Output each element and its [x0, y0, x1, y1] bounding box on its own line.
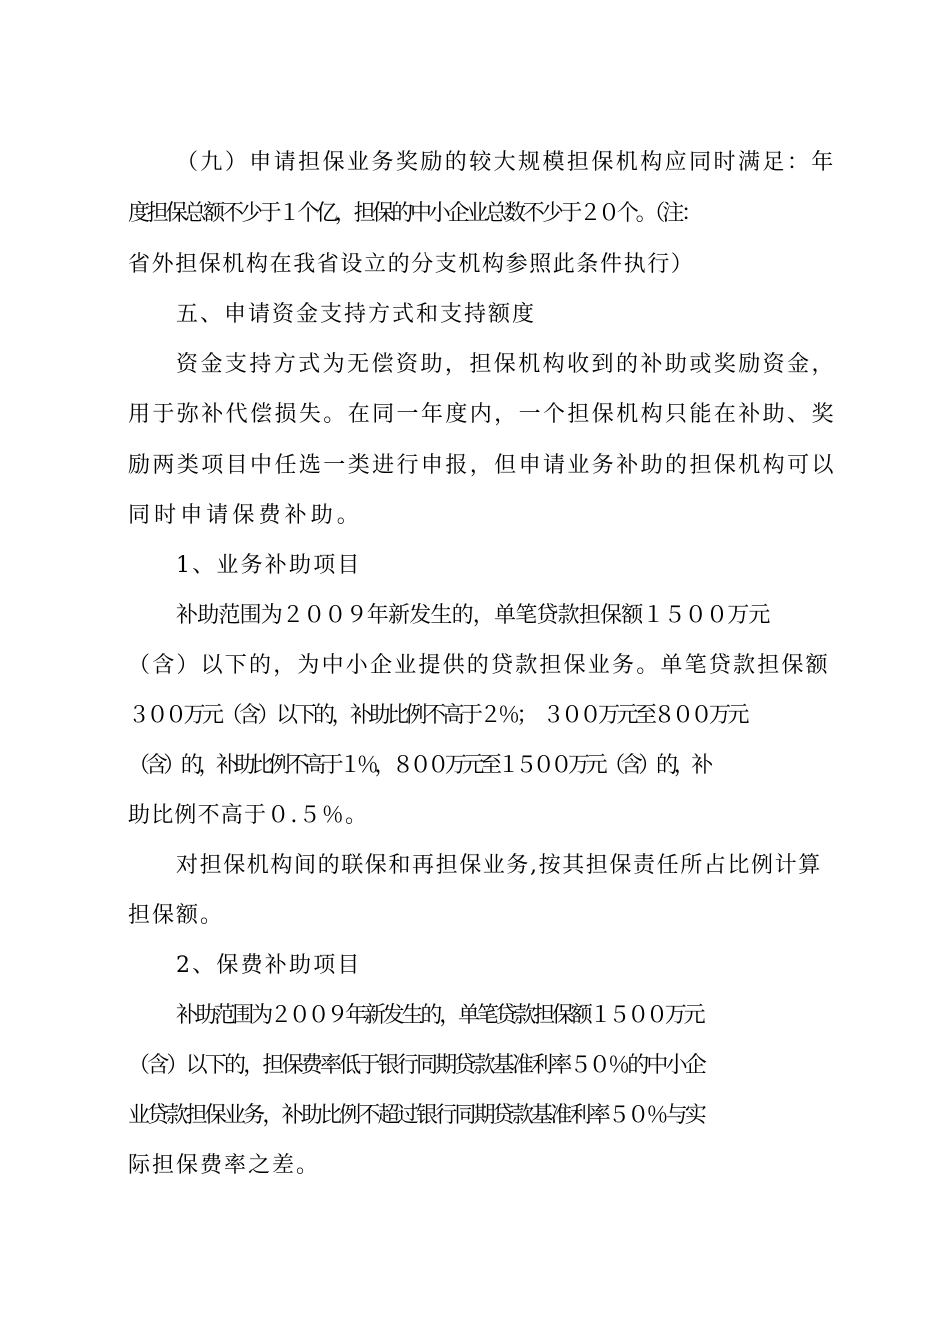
- paragraph-item-2-line-2: （含）以下的，担保费率低于银行同期贷款基准利率５０％的中小企: [128, 1053, 705, 1078]
- paragraph-item-9-line-2: 度担保总额不少于１个亿，担保的中小企业总数不少于２０个。（注：: [128, 201, 700, 226]
- paragraph-joint-line-1: 对担保机构间的联保和再担保业务,按其担保责任所占比例计算: [176, 853, 822, 878]
- paragraph-item-1-line-4: （含）的，补助比例不高于１％，８００万元至１５００万元（含）的，补: [128, 753, 709, 778]
- paragraph-item-1-line-2: （含）以下的，为中小企业提供的贷款担保业务。单笔贷款担保额: [128, 653, 830, 678]
- paragraph-joint-line-2: 担保额。: [128, 903, 225, 928]
- section-5-heading: 五、申请资金支持方式和支持额度: [176, 302, 537, 327]
- paragraph-item-2-line-1: 补助范围为２００９年新发生的，单笔贷款担保额１５００万元: [176, 1003, 703, 1028]
- paragraph-item-1-line-1: 补助范围为２００９年新发生的，单笔贷款担保额１５００万元: [176, 603, 770, 628]
- item-2-heading: 2、保费补助项目: [176, 953, 362, 978]
- paragraph-item-1-line-5: 助比例不高于０.５％。: [128, 803, 369, 828]
- paragraph-funding-line-2: 用于弥补代偿损失。在同一年度内，一个担保机构只能在补助、奖: [128, 402, 836, 427]
- paragraph-funding-line-3: 励两类项目中任选一类进行申报，但申请业务补助的担保机构可以: [128, 453, 836, 478]
- paragraph-item-9-line-1: （九）申请担保业务奖励的较大规模担保机构应同时满足：年: [176, 150, 836, 175]
- paragraph-funding-line-4: 同时申请保费补助。: [128, 503, 363, 528]
- paragraph-item-9-line-3: 省外担保机构在我省设立的分支机构参照此条件执行）: [128, 252, 695, 277]
- paragraph-item-2-line-4: 际担保费率之差。: [128, 1153, 321, 1178]
- item-1-heading: 1、业务补助项目: [176, 553, 362, 578]
- paragraph-item-1-line-3: ３００万元（含）以下的，补助比例不高于２％； ３００万元至８００万元: [128, 703, 747, 728]
- paragraph-funding-line-1: 资金支持方式为无偿资助，担保机构收到的补助或奖励资金，: [176, 352, 837, 377]
- paragraph-item-2-line-3: 业贷款担保业务，补助比例不超过银行同期贷款基准利率５０％与实: [128, 1103, 705, 1128]
